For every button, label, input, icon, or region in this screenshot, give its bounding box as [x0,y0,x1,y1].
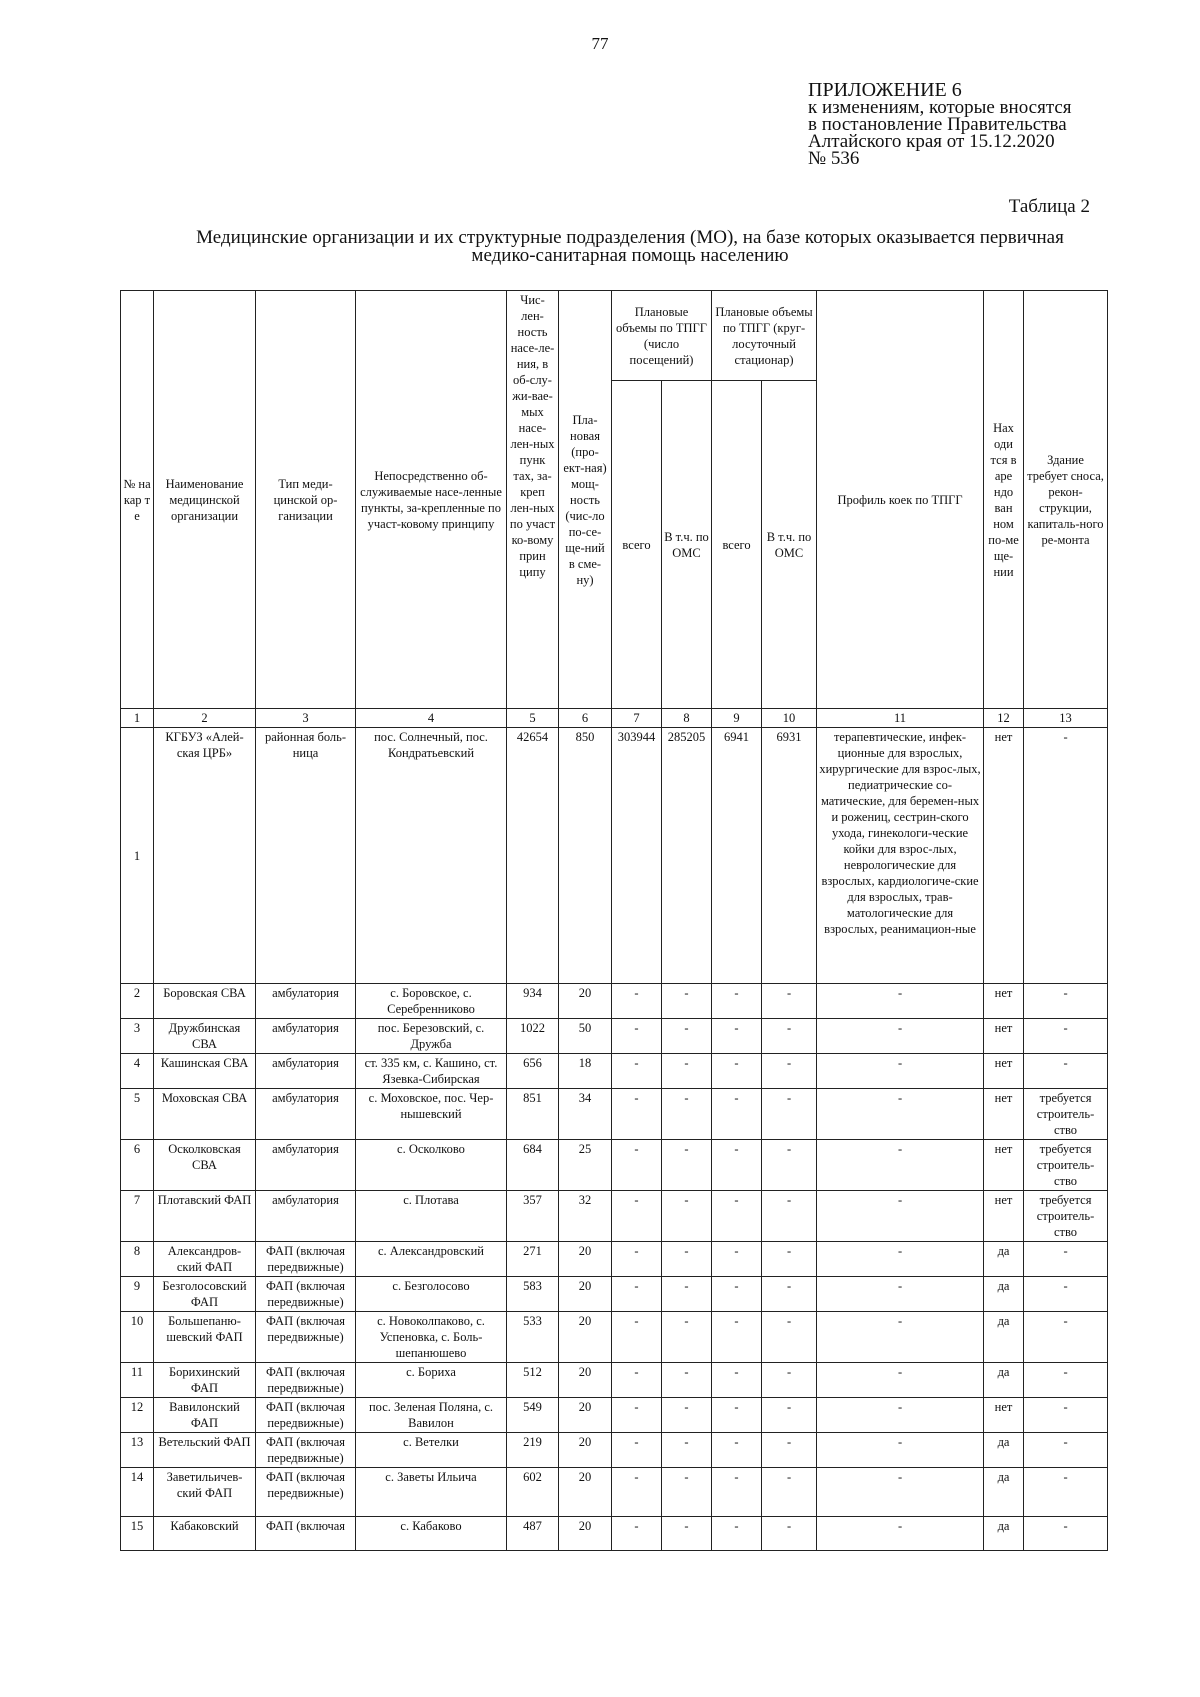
bed-profile-text: - [817,1363,984,1398]
served-settlements: с. Новоколпаково, с. Успеновка, с. Боль-шепанюшево [356,1312,507,1363]
column-number: 10 [762,709,817,728]
beds-oms-value: - [762,1140,817,1191]
rebuild-value: - [1024,1019,1108,1054]
served-settlements: с. Осколково [356,1140,507,1191]
rented-value: да [984,1517,1024,1551]
visits-oms-value: - [662,1242,712,1277]
row-number: 4 [121,1054,154,1089]
bed-profile-text: - [817,984,984,1019]
visits-total-value: - [612,984,662,1019]
col-header-population: Чис-лен-ность насе-ле-ния, в об-слу-жи-вае-мых насе-лен-ных пунк тах, за-креп лен-ных по участ ко-вому прин ципу [507,291,559,709]
col-header-visits-total: всего [612,381,662,709]
beds-total-value: - [712,1517,762,1551]
column-number: 9 [712,709,762,728]
row-number: 8 [121,1242,154,1277]
beds-oms-value: - [762,1517,817,1551]
visits-oms-value: - [662,1277,712,1312]
organization-type: районная боль-ница [256,728,356,984]
col-header-visits-group: Плановые объемы по ТПГГ (число посещений) [612,291,712,381]
col-header-bed-profile: Профиль коек по ТПГГ [817,291,984,709]
served-settlements: с. Александровский [356,1242,507,1277]
population-value: 934 [507,984,559,1019]
visits-oms-value: - [662,1517,712,1551]
population-value: 851 [507,1089,559,1140]
organization-name: Безголосовский ФАП [154,1277,256,1312]
col-header-name: Наименование медицинской организации [154,291,256,709]
table-row [121,1363,1108,1398]
table-row [121,1312,1108,1363]
col-header-rebuild: Здание требует сноса, рекон-струкции, капиталь-ного ре-монта [1024,291,1108,709]
organization-name: Ветельский ФАП [154,1433,256,1468]
row-number: 6 [121,1140,154,1191]
population-value: 602 [507,1468,559,1517]
column-number-row [121,709,1108,728]
visits-total-value: 303944 [612,728,662,984]
col-header-settlements: Непосредственно об-служиваемые насе-ленные пункты, за-крепленные по участ-ковому принципу [356,291,507,709]
rebuild-value: - [1024,1433,1108,1468]
capacity-value: 20 [559,1433,612,1468]
visits-total-value: - [612,1089,662,1140]
rebuild-value: требуется строитель-ство [1024,1089,1108,1140]
bed-profile-text: - [817,1433,984,1468]
organization-name: Кашинская СВА [154,1054,256,1089]
table-row [121,1277,1108,1312]
visits-oms-value: 285205 [662,728,712,984]
column-number: 4 [356,709,507,728]
row-number: 9 [121,1277,154,1312]
organization-type: ФАП (включая передвижные) [256,1433,356,1468]
beds-total-value: - [712,1398,762,1433]
beds-total-value: - [712,1433,762,1468]
rebuild-value: - [1024,1363,1108,1398]
served-settlements: пос. Березовский, с. Дружба [356,1019,507,1054]
served-settlements: с. Моховское, пос. Чер-нышевский [356,1089,507,1140]
table-row [121,1468,1108,1517]
col-header-type: Тип меди-цинской ор-ганизации [256,291,356,709]
organization-type: ФАП (включая передвижные) [256,1312,356,1363]
table-row [121,1433,1108,1468]
beds-oms-value: - [762,1363,817,1398]
population-value: 549 [507,1398,559,1433]
served-settlements: пос. Солнечный, пос. Кондратьевский [356,728,507,984]
organization-name: Плотавский ФАП [154,1191,256,1242]
served-settlements: с. Ветелки [356,1433,507,1468]
table-row [121,1191,1108,1242]
organization-type: ФАП (включая передвижные) [256,1277,356,1312]
row-number: 1 [121,728,154,984]
rented-value: нет [984,728,1024,984]
capacity-value: 34 [559,1089,612,1140]
beds-oms-value: - [762,1089,817,1140]
table-row [121,1019,1108,1054]
column-number: 5 [507,709,559,728]
column-number: 7 [612,709,662,728]
organization-name: Большепаню-шевский ФАП [154,1312,256,1363]
bed-profile-text: - [817,1191,984,1242]
visits-oms-value: - [662,984,712,1019]
capacity-value: 20 [559,1242,612,1277]
bed-profile-text: - [817,1242,984,1277]
organization-name: Вавилонский ФАП [154,1398,256,1433]
organization-name: Осколковская СВА [154,1140,256,1191]
visits-total-value: - [612,1398,662,1433]
visits-total-value: - [612,1054,662,1089]
table-row [121,1089,1108,1140]
table-row [121,728,1108,984]
rented-value: да [984,1468,1024,1517]
beds-oms-value: - [762,1433,817,1468]
beds-total-value: - [712,1140,762,1191]
rented-value: да [984,1242,1024,1277]
row-number: 10 [121,1312,154,1363]
column-number: 6 [559,709,612,728]
rebuild-value: - [1024,1054,1108,1089]
served-settlements: с. Плотава [356,1191,507,1242]
rented-value: нет [984,1089,1024,1140]
capacity-value: 20 [559,1517,612,1551]
beds-total-value: - [712,1019,762,1054]
organization-name: Дружбинская СВА [154,1019,256,1054]
beds-total-value: - [712,984,762,1019]
rented-value: нет [984,1398,1024,1433]
organization-name: КГБУЗ «Алей-ская ЦРБ» [154,728,256,984]
visits-total-value: - [612,1468,662,1517]
page-number: 77 [591,34,609,53]
visits-total-value: - [612,1242,662,1277]
appendix-title: ПРИЛОЖЕНИЕ 6 [808,79,962,101]
row-number: 5 [121,1089,154,1140]
visits-total-value: - [612,1191,662,1242]
beds-oms-value: - [762,1312,817,1363]
organization-name: Борихинский ФАП [154,1363,256,1398]
bed-profile-text: - [817,1312,984,1363]
capacity-value: 25 [559,1140,612,1191]
beds-total-value: - [712,1277,762,1312]
col-header-rented: Нах оди тся в аре ндо ван ном по-ме ще-нии [984,291,1024,709]
visits-oms-value: - [662,1191,712,1242]
population-value: 219 [507,1433,559,1468]
bed-profile-text: - [817,1277,984,1312]
organization-type: ФАП (включая передвижные) [256,1468,356,1517]
population-value: 42654 [507,728,559,984]
organizations-table [120,290,1108,1551]
capacity-value: 32 [559,1191,612,1242]
col-header-capacity: Пла-новая (про-ект-ная) мощ-ность (чис-ло по-се-ще-ний в сме-ну) [559,291,612,709]
bed-profile-text: - [817,1019,984,1054]
organization-type: амбулатория [256,1089,356,1140]
organization-type: амбулатория [256,1019,356,1054]
column-number: 1 [121,709,154,728]
row-number: 15 [121,1517,154,1551]
organization-type: ФАП (включая передвижные) [256,1398,356,1433]
rented-value: нет [984,1054,1024,1089]
served-settlements: с. Безголосово [356,1277,507,1312]
organization-name: Александров-ский ФАП [154,1242,256,1277]
column-number: 8 [662,709,712,728]
beds-oms-value: - [762,1468,817,1517]
organization-type: ФАП (включая передвижные) [256,1242,356,1277]
column-number: 2 [154,709,256,728]
organization-type: амбулатория [256,984,356,1019]
row-number: 12 [121,1398,154,1433]
rebuild-value: - [1024,1242,1108,1277]
capacity-value: 850 [559,728,612,984]
beds-total-value: - [712,1312,762,1363]
table-row [121,984,1108,1019]
bed-profile-text: терапевтические, инфек-ционные для взрослых, хирургические для взрос-лых, педиатрические со-матические, для беремен-ных и рожениц, сестрин-ского ухода, гинекологи-ческие койки для взрос-лых, неврологические для взрослых, кардиологиче-ские для взрослых, трав-матологические для взрослых, реанимацион-ные [817,728,984,984]
visits-oms-value: - [662,1433,712,1468]
col-header-beds-oms: В т.ч. по ОМС [762,381,817,709]
beds-total-value: - [712,1089,762,1140]
bed-profile-text: - [817,1054,984,1089]
table-body [121,728,1108,1551]
rented-value: нет [984,1140,1024,1191]
row-number: 13 [121,1433,154,1468]
organization-type: амбулатория [256,1191,356,1242]
beds-total-value: - [712,1191,762,1242]
population-value: 271 [507,1242,559,1277]
capacity-value: 20 [559,1398,612,1433]
population-value: 533 [507,1312,559,1363]
rented-value: да [984,1312,1024,1363]
served-settlements: с. Кабаково [356,1517,507,1551]
row-number: 14 [121,1468,154,1517]
bed-profile-text: - [817,1468,984,1517]
appendix-block [808,79,1072,169]
visits-total-value: - [612,1019,662,1054]
beds-oms-value: - [762,1277,817,1312]
appendix-line: в постановление Правительства [808,114,1067,135]
beds-oms-value: - [762,984,817,1019]
population-value: 1022 [507,1019,559,1054]
col-header-visits-oms: В т.ч. по ОМС [662,381,712,709]
organization-type: ФАП (включая [256,1517,356,1551]
bed-profile-text: - [817,1140,984,1191]
table-row [121,1242,1108,1277]
appendix-line: Алтайского края от 15.12.2020 [808,131,1055,152]
organization-type: амбулатория [256,1140,356,1191]
column-number: 12 [984,709,1024,728]
capacity-value: 18 [559,1054,612,1089]
visits-total-value: - [612,1277,662,1312]
bed-profile-text: - [817,1089,984,1140]
capacity-value: 20 [559,1363,612,1398]
rebuild-value: - [1024,728,1108,984]
column-number: 3 [256,709,356,728]
visits-oms-value: - [662,1019,712,1054]
organization-name: Моховская СВА [154,1089,256,1140]
capacity-value: 20 [559,1312,612,1363]
table-label: Таблица 2 [1008,196,1090,217]
bed-profile-text: - [817,1517,984,1551]
beds-oms-value: - [762,1398,817,1433]
beds-oms-value: 6931 [762,728,817,984]
table-row [121,1054,1108,1089]
visits-oms-value: - [662,1054,712,1089]
table-row [121,1517,1108,1551]
organization-name: Боровская СВА [154,984,256,1019]
population-value: 512 [507,1363,559,1398]
capacity-value: 50 [559,1019,612,1054]
population-value: 357 [507,1191,559,1242]
capacity-value: 20 [559,984,612,1019]
rebuild-value: - [1024,1277,1108,1312]
population-value: 684 [507,1140,559,1191]
visits-oms-value: - [662,1468,712,1517]
population-value: 487 [507,1517,559,1551]
rebuild-value: - [1024,1468,1108,1517]
rebuild-value: - [1024,984,1108,1019]
col-header-beds-group: Плановые объемы по ТПГГ (круг-лосуточный стационар) [712,291,817,381]
beds-total-value: - [712,1363,762,1398]
organization-name: Кабаковский [154,1517,256,1551]
row-number: 7 [121,1191,154,1242]
served-settlements: с. Бориха [356,1363,507,1398]
visits-oms-value: - [662,1312,712,1363]
visits-oms-value: - [662,1363,712,1398]
appendix-line: № 536 [808,148,860,169]
beds-oms-value: - [762,1191,817,1242]
beds-oms-value: - [762,1019,817,1054]
rented-value: нет [984,1191,1024,1242]
bed-profile-text: - [817,1398,984,1433]
served-settlements: с. Боровское, с. Серебренниково [356,984,507,1019]
served-settlements: пос. Зеленая Поляна, с. Вавилон [356,1398,507,1433]
table-row [121,1140,1108,1191]
population-value: 583 [507,1277,559,1312]
rented-value: да [984,1277,1024,1312]
visits-oms-value: - [662,1398,712,1433]
rented-value: нет [984,1019,1024,1054]
beds-total-value: - [712,1242,762,1277]
rebuild-value: - [1024,1312,1108,1363]
row-number: 11 [121,1363,154,1398]
row-number: 3 [121,1019,154,1054]
column-number: 13 [1024,709,1108,728]
served-settlements: ст. 335 км, с. Кашино, ст. Язевка-Сибирская [356,1054,507,1089]
beds-total-value: - [712,1468,762,1517]
visits-total-value: - [612,1140,662,1191]
rebuild-value: - [1024,1517,1108,1551]
organization-type: ФАП (включая передвижные) [256,1363,356,1398]
rebuild-value: - [1024,1398,1108,1433]
visits-oms-value: - [662,1089,712,1140]
appendix-line: к изменениям, которые вносятся [808,97,1072,118]
beds-oms-value: - [762,1242,817,1277]
table-row [121,1398,1108,1433]
col-header-beds-total: всего [712,381,762,709]
rebuild-value: требуется строитель-ство [1024,1140,1108,1191]
beds-oms-value: - [762,1054,817,1089]
served-settlements: с. Заветы Ильича [356,1468,507,1517]
row-number: 2 [121,984,154,1019]
population-value: 656 [507,1054,559,1089]
rebuild-value: требуется строитель-ство [1024,1191,1108,1242]
visits-total-value: - [612,1363,662,1398]
visits-total-value: - [612,1433,662,1468]
table-heading: Медицинские организации и их структурные подразделения (МО), на базе которых оказывается первичная медико-санитарная помощь населению [196,227,1064,266]
column-number: 11 [817,709,984,728]
visits-total-value: - [612,1517,662,1551]
capacity-value: 20 [559,1468,612,1517]
col-header-number: № на кар те [121,291,154,709]
beds-total-value: 6941 [712,728,762,984]
organization-name: Заветильичев-ский ФАП [154,1468,256,1517]
visits-total-value: - [612,1312,662,1363]
visits-oms-value: - [662,1140,712,1191]
rented-value: нет [984,984,1024,1019]
beds-total-value: - [712,1054,762,1089]
rented-value: да [984,1433,1024,1468]
rented-value: да [984,1363,1024,1398]
organization-type: амбулатория [256,1054,356,1089]
capacity-value: 20 [559,1277,612,1312]
